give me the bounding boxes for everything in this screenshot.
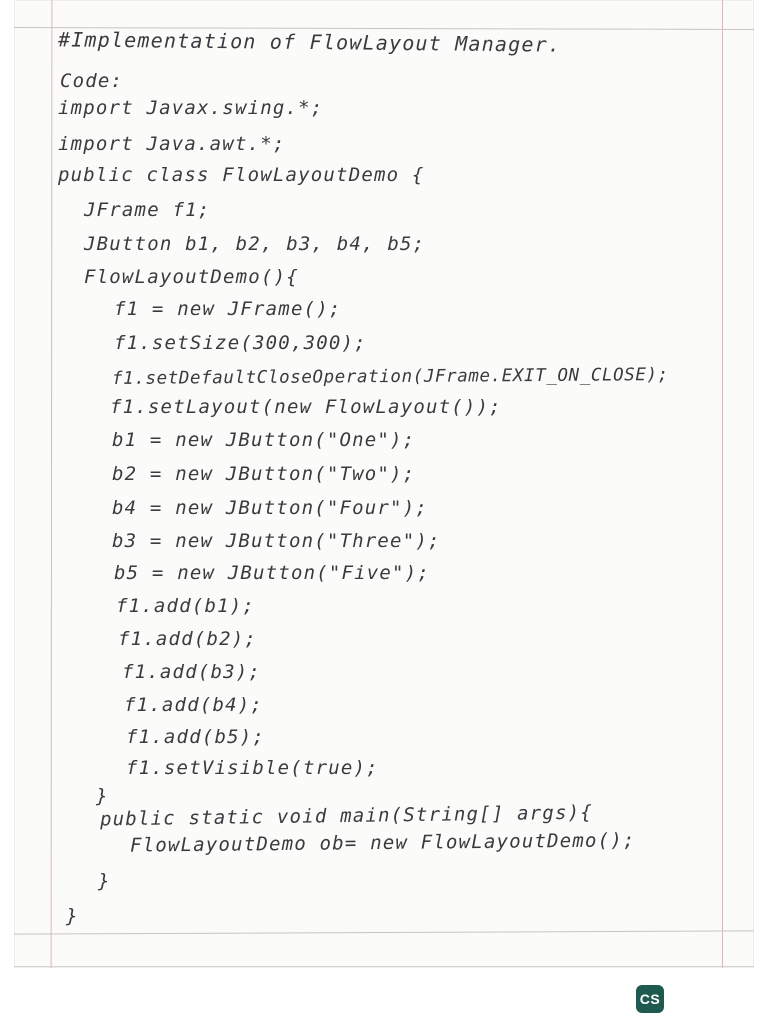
code-line-button-four: b4 = new JButton("Four");	[112, 497, 428, 519]
code-line-constructor-close: }	[96, 785, 109, 807]
code-line-set-visible: f1.setVisible(true);	[126, 757, 379, 779]
camscanner-logo-icon: CS	[636, 985, 664, 1013]
right-margin-line	[722, 0, 723, 968]
code-line-button-five: b5 = new JButton("Five");	[114, 562, 430, 584]
code-line-main-close: }	[98, 870, 111, 892]
code-line-set-layout: f1.setLayout(new FlowLayout());	[110, 396, 502, 418]
code-line-jframe-field: JFrame f1;	[84, 199, 211, 221]
code-line-add-b5: f1.add(b5);	[126, 726, 266, 748]
code-line-class-declaration: public class FlowLayoutDemo {	[58, 164, 425, 186]
code-line-class-close: }	[66, 905, 79, 927]
code-line-create-object: FlowLayoutDemo ob= new FlowLayoutDemo();	[129, 829, 636, 857]
code-line-import-swing: import Javax.swing.*;	[58, 97, 324, 119]
code-line-add-b4: f1.add(b4);	[124, 694, 264, 716]
page-edge-line	[14, 966, 754, 967]
code-line-set-close-operation: f1.setDefaultCloseOperation(JFrame.EXIT_ON_CLOSE);	[111, 365, 669, 389]
code-line-button-two: b2 = new JButton("Two");	[112, 463, 416, 485]
code-line-set-size: f1.setSize(300,300);	[114, 332, 367, 354]
code-line-button-three: b3 = new JButton("Three");	[112, 530, 441, 552]
code-line-constructor: FlowLayoutDemo(){	[84, 266, 299, 288]
code-line-new-jframe: f1 = new JFrame();	[114, 298, 342, 320]
code-line-jbutton-fields: JButton b1, b2, b3, b4, b5;	[84, 233, 426, 255]
document-heading: #Implementation of FlowLayout Manager.	[57, 27, 562, 57]
code-line-add-b3: f1.add(b3);	[122, 661, 262, 683]
code-line-import-awt: import Java.awt.*;	[58, 133, 286, 155]
code-line-add-b2: f1.add(b2);	[118, 628, 258, 650]
code-line-add-b1: f1.add(b1);	[116, 595, 256, 617]
code-line-code-label: Code:	[60, 70, 124, 92]
code-line-button-one: b1 = new JButton("One");	[112, 429, 416, 451]
code-line-main-method: public static void main(String[] args){	[99, 801, 594, 831]
